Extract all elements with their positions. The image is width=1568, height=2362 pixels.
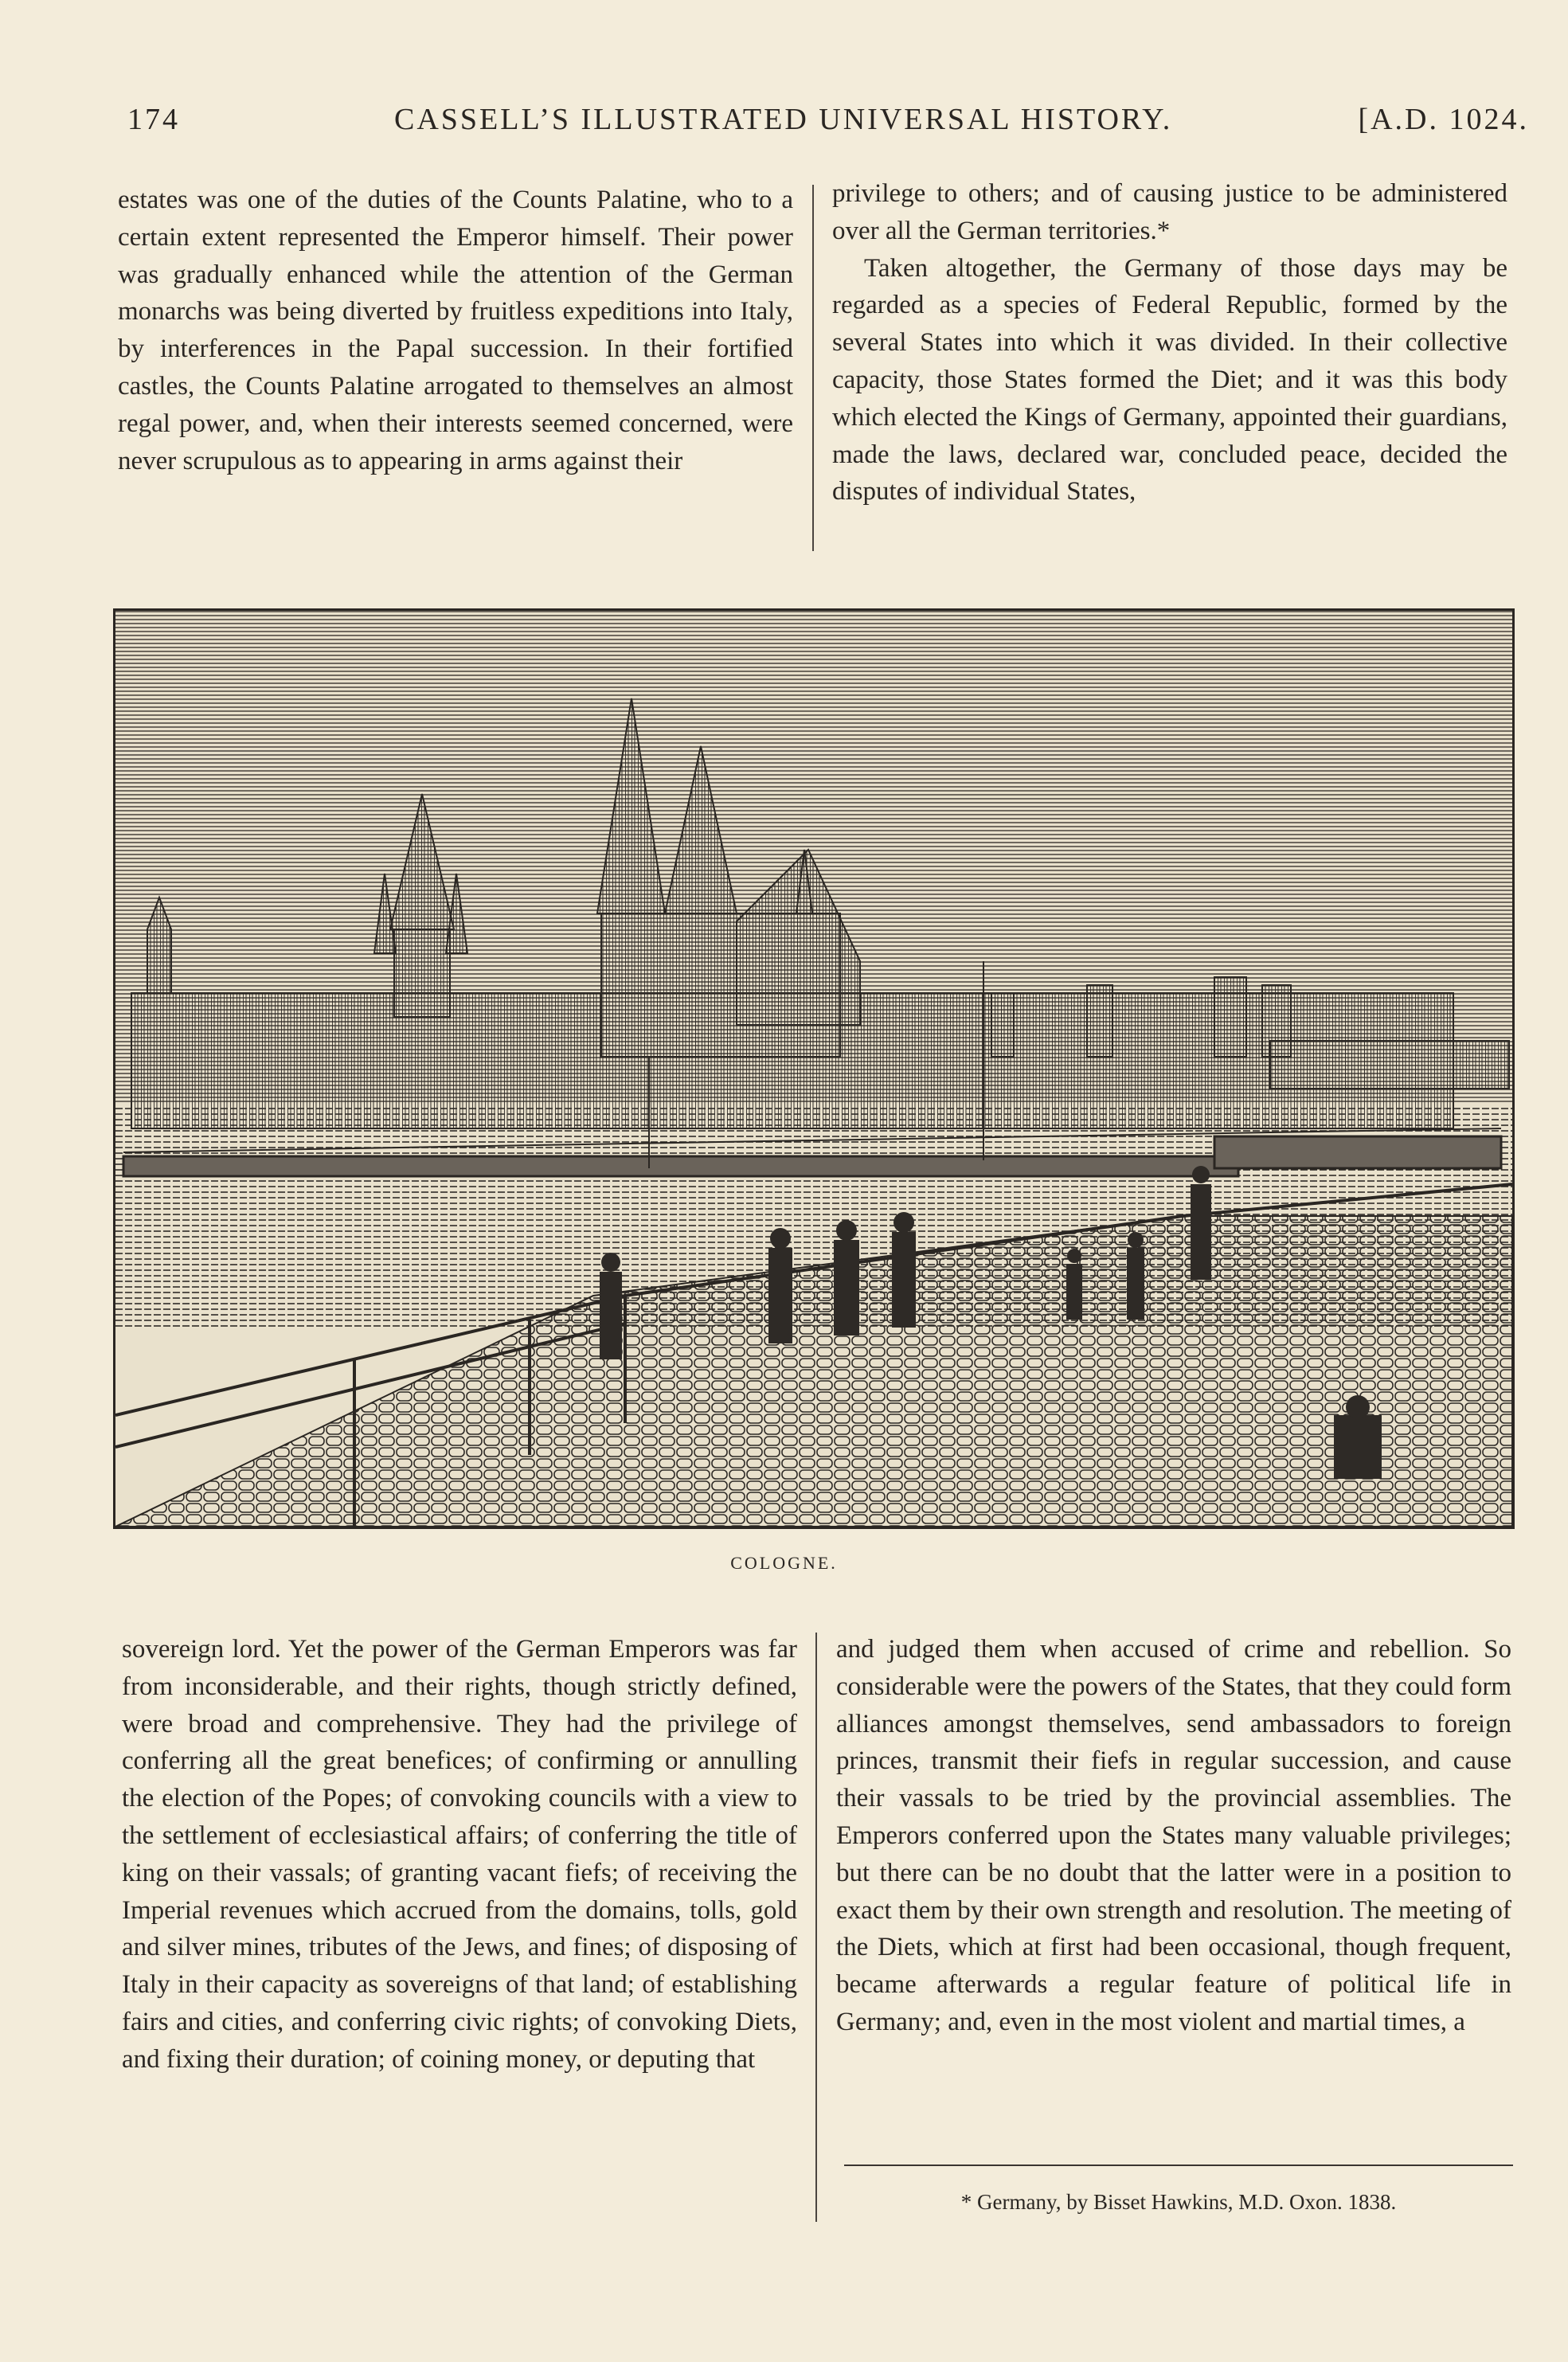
paragraph: estates was one of the duties of the Counts Palatine, who to a certain extent represented the Emperor himself. Their power was gradually enhanced while the attention of the German monarchs was being diverted by fruitless expeditions into Italy, by interferences in the Papal succession. In their fortified castles, the Counts Palatine arrogated to themselves an almost regal power, and, when their interests seemed concerned, were never scrupulous as to appearing in arms against their [118,186,793,475]
column-divider [812,185,814,551]
column-divider [815,1633,817,2222]
header-date: [A.D. 1024. [1358,103,1529,136]
paragraph: privilege to others; and of causing justice to be administered over all the German territories.* [832,179,1507,245]
figure-caption: COLOGNE. [730,1553,838,1573]
cologne-illustration [113,608,1515,1529]
engraving-cologne-cathedral-riverfront-icon [115,611,1512,1527]
bottom-left-column [122,1631,797,2078]
footnote: * Germany, by Bisset Hawkins, M.D. Oxon. 1838. [960,2190,1397,2214]
running-header [127,102,1529,150]
footnote-rule [844,2165,1513,2166]
page-number: 174 [127,103,180,136]
paragraph: and judged them when accused of crime and rebellion. So considerable were the powers of the States, that they could form alliances amongst themselves, send ambassadors to foreign princes, transmit their fiefs in regular succession, and cause their vassals to be tried by the provincial assemblies. The Emperors conferred upon the States many valuable privileges; but there can be no doubt that the latter were in a position to exact them by their own strength and resolution. The meeting of the Diets, which at first had been occasional, though frequent, became afterwards a regular feature of political life in Germany; and, even in the most violent and martial times, a [836,1635,1511,2036]
top-right-column [832,175,1507,510]
paragraph: Taken altogether, the Germany of those days may be regarded as a species of Federal Republic, formed by the several States into which it was divided. In their collective capacity, those States formed the Diet; and it was this body which elected the Kings of Germany, appointed their guardians, made the laws, declared war, concluded peace, decided the disputes of individual States, [832,253,1507,506]
bottom-right-column [836,1631,1511,2041]
top-left-column [118,182,793,479]
book-title: CASSELL’S ILLUSTRATED UNIVERSAL HISTORY. [394,103,1173,136]
paragraph: sovereign lord. Yet the power of the German Emperors was far from inconsiderable, and their rights, though strictly defined, were broad and comprehensive. They had the privilege of conferring all the great benefices; of confirming or annulling the election of the Popes; of convoking councils with a view to the settlement of ecclesiastical affairs; of conferring the title of king on their vassals; of granting vacant fiefs; of receiving the Imperial revenues which accrued from the domains, tolls, gold and silver mines, tributes of the Jews, and fines; of disposing of Italy in their capacity as sovereigns of that land; of establishing fairs and cities, and conferring civic rights; of convoking Diets, and fixing their duration; of coining money, or deputing that [122,1635,797,2074]
